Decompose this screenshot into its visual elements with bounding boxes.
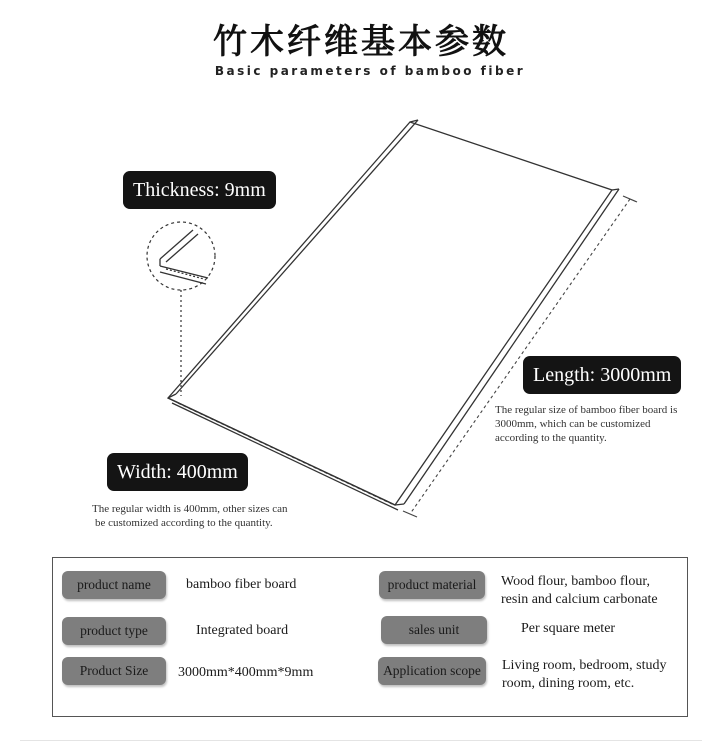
product-material-label: product material [379,571,485,599]
product-name-value: bamboo fiber board [186,577,297,592]
product-type-value: Integrated board [196,623,289,638]
thickness-label: Thickness: 9mm [123,171,276,209]
width-label: Width: 400mm [107,453,248,491]
application-scope-value: Living room, bedroom, study room, dining room, etc. [502,658,667,691]
product-size-label: Product Size [62,657,166,685]
width-note: The regular width is 400mm, other sizes can be customized according to the quantity. [92,503,288,529]
product-name-label: product name [62,571,166,599]
product-size-value: 3000mm*400mm*9mm [178,665,314,680]
application-scope-label: Application scope [378,657,486,685]
bottom-divider [20,740,702,741]
sales-unit-label: sales unit [381,616,487,644]
length-note: The regular size of bamboo fiber board is 3000mm, which can be customized according to the quantity. [495,404,678,444]
product-material-value: Wood flour, bamboo flour, resin and calcium carbonate [501,574,658,607]
sales-unit-value: Per square meter [521,621,616,636]
product-type-label: product type [62,617,166,645]
page-title: 竹木纤维基本参数 [213,22,509,62]
length-label: Length: 3000mm [523,356,681,394]
page-subtitle: Basic parameters of bamboo fiber [214,64,526,78]
